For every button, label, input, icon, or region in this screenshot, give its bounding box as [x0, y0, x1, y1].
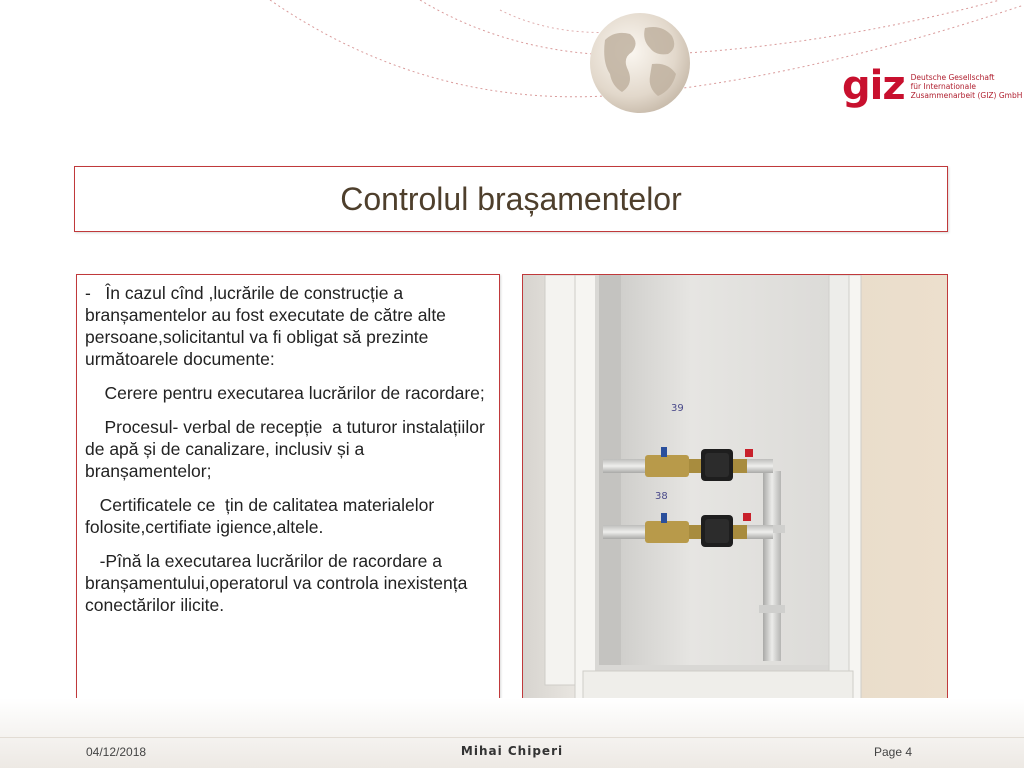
logo-subtitle: [911, 73, 1023, 100]
logo-line: für Internationale: [910, 81, 976, 91]
content-text-box: [76, 274, 500, 700]
logo-wordmark: giz: [842, 63, 905, 109]
logo-line: Deutsche Gesellschaft: [910, 72, 995, 82]
footer-divider: [0, 737, 1024, 738]
meter-number-label: 39: [671, 403, 684, 414]
globe-icon: [590, 13, 690, 113]
photo-water-meters: [522, 274, 948, 700]
paragraph-item: Certificatele ce țin de calitatea materialelor folosite,certifiate igience,altele.: [85, 495, 440, 537]
meter-number-label: 38: [655, 491, 668, 502]
title-box: [74, 166, 948, 232]
giz-logo: [842, 63, 1023, 109]
water-meter-photo: [523, 275, 947, 699]
footer-date: 04/12/2018: [86, 745, 147, 759]
logo-line: Zusammenarbeit (GIZ) GmbH: [910, 90, 1023, 100]
paragraph-item: Procesul- verbal de recepție a tuturor instalațiilor de apă și de canalizare, inclusiv și a branșamentelor;: [85, 417, 490, 481]
paragraph-item: -Pînă la executarea lucrărilor de racordare a branșamentului,operatorul va controla inexistența conectărilor ilicite.: [85, 551, 473, 615]
footer-page-number: Page 4: [874, 745, 913, 759]
slide-title: Controlul brașamentelor: [340, 180, 682, 217]
paragraph-intro: - În cazul cînd ,lucrările de construcție a branșamentelor au fost executate de către alte persoane,solicitantul va fi obligat să prezinte următoarele documente:: [85, 283, 451, 369]
dashed-arc: [420, 0, 1000, 55]
footer-author: Mihai Chiperi: [460, 744, 564, 758]
paragraph-item: Cerere pentru executarea lucrărilor de racordare;: [85, 383, 485, 403]
